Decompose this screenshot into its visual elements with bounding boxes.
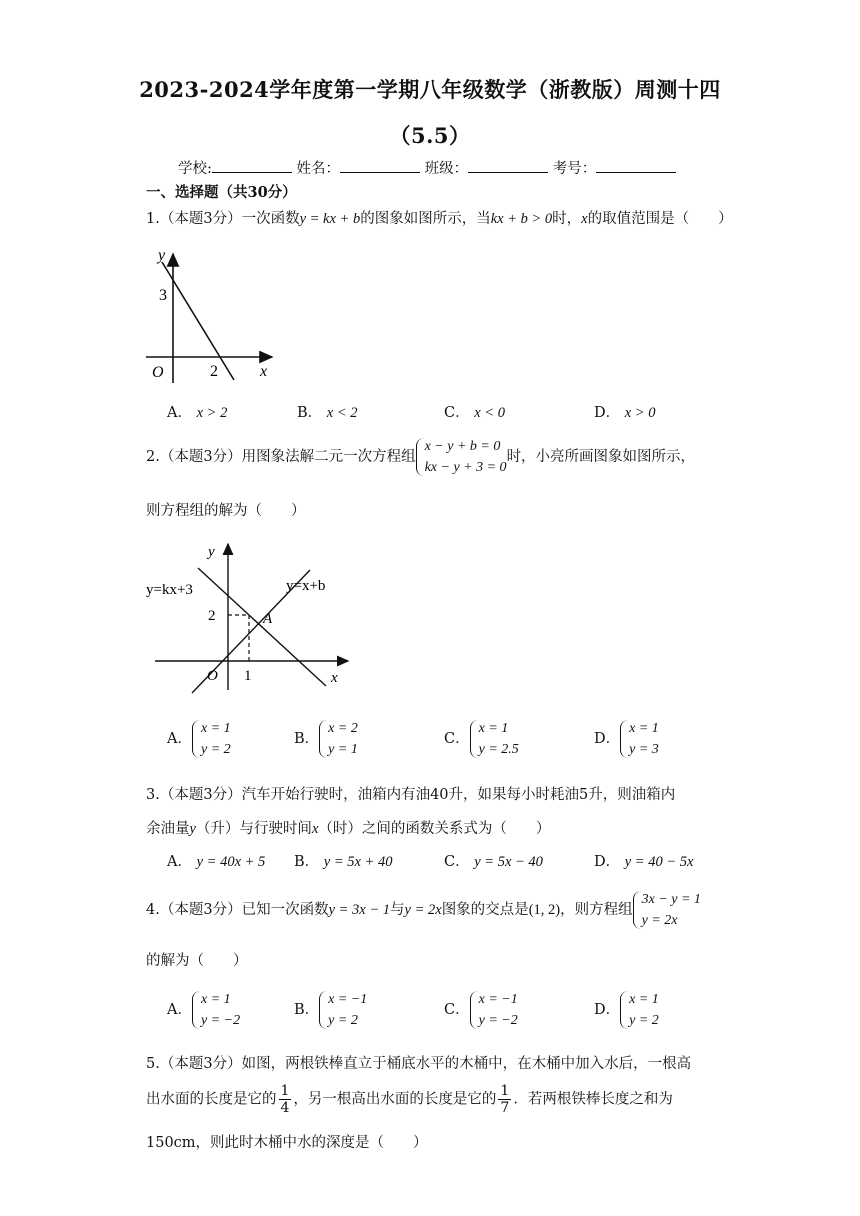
- q4-point: (1, 2): [528, 902, 561, 918]
- q4-function: y = 3x − 1: [328, 902, 391, 918]
- equation-row: x = 1: [478, 721, 509, 736]
- equation-row: y = −2: [478, 1013, 518, 1028]
- q1-formula: y = kx + b: [299, 211, 361, 227]
- equation-row: x = −1: [478, 992, 518, 1007]
- option-label: B．: [294, 854, 320, 870]
- q2-text: （本题3分）用图象法解二元一次方程组: [159, 449, 416, 465]
- exam-no-field[interactable]: [596, 172, 676, 173]
- q4-text: 图象的交点是: [441, 902, 529, 918]
- q1-option-c[interactable]: [444, 401, 505, 422]
- fraction-one-quarter: [279, 1083, 292, 1116]
- q1-option-a[interactable]: [167, 401, 227, 422]
- option-label: D．: [594, 854, 621, 870]
- option-label: B．: [297, 405, 323, 421]
- point-a-label: A: [263, 611, 273, 627]
- fraction-numerator: 1: [280, 1083, 290, 1099]
- q3-text: （时）之间的函数关系式为（ ）: [318, 821, 551, 837]
- option-value: y = 40x + 5: [196, 854, 266, 870]
- q1-text: 时，: [552, 211, 582, 227]
- q2-option-c[interactable]: [444, 718, 519, 760]
- y-axis-label: y: [208, 544, 215, 560]
- q1-number: 1.: [146, 211, 160, 227]
- option-label: B．: [294, 731, 320, 747]
- q4-number: 4.: [146, 902, 160, 918]
- equation-row: x = 1: [200, 992, 231, 1007]
- q4-option-c[interactable]: [444, 989, 518, 1031]
- option-label: A．: [167, 854, 192, 870]
- y-axis-label: y: [158, 247, 166, 264]
- name-label: 姓名：: [296, 161, 340, 177]
- option-system: [319, 718, 358, 760]
- exam-no-label: 考号：: [552, 161, 597, 177]
- equation-row: x = 2: [328, 721, 358, 736]
- section-heading: 一、选择题（共30分）: [146, 184, 297, 201]
- option-label: C．: [444, 1002, 470, 1018]
- q4-text: （本题3分）已知一次函数: [159, 902, 329, 918]
- q4-text: 与: [390, 902, 405, 918]
- q3-text: （升）与行驶时间: [195, 821, 312, 837]
- option-system: [192, 989, 240, 1031]
- equation-row: x − y + b = 0: [424, 439, 501, 454]
- option-label: D．: [594, 405, 621, 421]
- option-value: x > 2: [196, 405, 228, 421]
- option-system: [470, 718, 519, 760]
- equation-row: x = −1: [328, 992, 368, 1007]
- school-field[interactable]: [212, 172, 292, 173]
- x-intercept-label: 2: [210, 363, 218, 380]
- x-axis-label: x: [331, 670, 338, 686]
- option-system: [620, 989, 659, 1031]
- option-value: y = 5x + 40: [323, 854, 393, 870]
- y-tick-label: 2: [208, 608, 216, 624]
- option-system: [319, 989, 367, 1031]
- fraction-denominator: 7: [500, 1100, 510, 1116]
- q1-var: x: [581, 211, 588, 227]
- q1-text: 的取值范围是（ ）: [587, 211, 733, 227]
- q4-function: y = 2x: [404, 902, 442, 918]
- q2-equation-system: [416, 436, 507, 478]
- question-1: [146, 207, 733, 228]
- q2-graph: [140, 538, 355, 698]
- line2-label: y=x+b: [286, 578, 326, 594]
- name-field[interactable]: [340, 172, 420, 173]
- option-label: A．: [167, 405, 192, 421]
- q3-text: 余油量: [146, 821, 190, 837]
- q3-option-c[interactable]: [444, 850, 543, 871]
- q2-option-d[interactable]: [594, 718, 659, 760]
- y-intercept-label: 3: [159, 287, 167, 304]
- option-label: C．: [444, 854, 470, 870]
- option-system: [470, 989, 518, 1031]
- equation-row: y = 2.5: [478, 742, 519, 757]
- q5-text: （本题3分）如图，两根铁棒直立于桶底水平的木桶中，在木桶中加入水后，一根高: [159, 1056, 692, 1072]
- option-system: [192, 718, 231, 760]
- q5-number: 5.: [146, 1056, 160, 1072]
- q1-text: （本题3分）一次函数: [159, 211, 300, 227]
- page-subtitle: （5.5）: [389, 123, 471, 148]
- q5-text: 出水面的长度是它的: [146, 1091, 277, 1108]
- school-label: 学校:: [178, 161, 212, 177]
- equation-row: y = 1: [328, 742, 358, 757]
- class-label: 班级：: [424, 161, 469, 177]
- q1-condition: kx + b > 0: [490, 211, 553, 227]
- equation-row: y = 2: [328, 1013, 358, 1028]
- q3-option-b[interactable]: [294, 850, 392, 871]
- fraction-one-seventh: [498, 1083, 511, 1116]
- fraction-numerator: 1: [500, 1083, 510, 1099]
- question-2: [146, 436, 695, 478]
- option-system: [620, 718, 659, 760]
- equation-row: x = 1: [629, 721, 659, 736]
- equation-row: 3x − y = 1: [641, 892, 701, 907]
- option-label: A．: [167, 1002, 192, 1018]
- q3-var: y: [189, 821, 196, 837]
- option-label: C．: [444, 731, 470, 747]
- q3-number: 3.: [146, 787, 160, 803]
- info-row: [178, 157, 676, 178]
- q4-text-line2: 的解为（ ）: [146, 953, 248, 969]
- option-label: A．: [167, 731, 192, 747]
- q4-option-b[interactable]: [294, 989, 367, 1031]
- equation-row: y = 3: [629, 742, 659, 757]
- fraction-denominator: 4: [280, 1100, 290, 1116]
- q4-option-a[interactable]: [167, 989, 240, 1031]
- option-value: y = 40 − 5x: [624, 854, 694, 870]
- option-label: D．: [594, 1002, 621, 1018]
- q1-text: 的图象如图所示，当: [360, 211, 491, 227]
- q4-option-d[interactable]: [594, 989, 659, 1031]
- q3-option-d[interactable]: [594, 850, 693, 871]
- q2-option-a[interactable]: [167, 718, 231, 760]
- q5-text: ，另一根高出水面的长度是它的: [293, 1091, 497, 1108]
- page-title: 2023-2024学年度第一学期八年级数学（浙教版）周测十四: [139, 77, 721, 102]
- option-label: C．: [444, 405, 470, 421]
- q5-text: ．若两根铁棒长度之和为: [513, 1091, 673, 1108]
- option-label: B．: [294, 1002, 320, 1018]
- q4-equation-system: [633, 889, 701, 931]
- line1-label: y=kx+3: [146, 582, 193, 598]
- q1-option-d[interactable]: [594, 401, 655, 422]
- q3-var: x: [311, 821, 319, 837]
- q2-number: 2.: [146, 449, 160, 465]
- q5-line2: [146, 1083, 673, 1116]
- q1-graph: [140, 240, 280, 385]
- q5-line3: 150cm，则此时木桶中水的深度是（ ）: [146, 1135, 428, 1151]
- equation-row: y = 2: [200, 742, 231, 757]
- option-value: x < 0: [474, 405, 505, 421]
- origin-label: O: [152, 364, 164, 381]
- equation-row: y = 2x: [641, 913, 678, 928]
- x-tick-label: 1: [244, 668, 252, 684]
- equation-row: kx − y + 3 = 0: [424, 460, 507, 475]
- origin-label: O: [207, 668, 218, 684]
- option-label: D．: [594, 731, 621, 747]
- question-4: [146, 889, 701, 931]
- question-3: [146, 783, 675, 804]
- option-value: x > 0: [624, 405, 656, 421]
- question-5: [146, 1052, 691, 1073]
- x-axis-label: x: [260, 363, 268, 380]
- class-field[interactable]: [468, 172, 548, 173]
- q3-option-a[interactable]: [167, 850, 265, 871]
- q2-text-line2: 则方程组的解为（ ）: [146, 503, 306, 519]
- q3-line2: [146, 817, 550, 838]
- option-value: y = 5x − 40: [474, 854, 543, 870]
- q4-text: ，则方程组: [560, 902, 633, 918]
- q1-option-b[interactable]: [297, 401, 358, 422]
- option-value: x < 2: [326, 405, 358, 421]
- equation-row: y = 2: [629, 1013, 659, 1028]
- equation-row: y = −2: [200, 1013, 241, 1028]
- q2-text: 时，小亮所画图象如图所示，: [506, 449, 696, 465]
- equation-row: x = 1: [200, 721, 231, 736]
- equation-row: x = 1: [629, 992, 659, 1007]
- q2-option-b[interactable]: [294, 718, 358, 760]
- q3-text: （本题3分）汽车开始行驶时，油箱内有油40升，如果每小时耗油5升，则油箱内: [159, 787, 676, 803]
